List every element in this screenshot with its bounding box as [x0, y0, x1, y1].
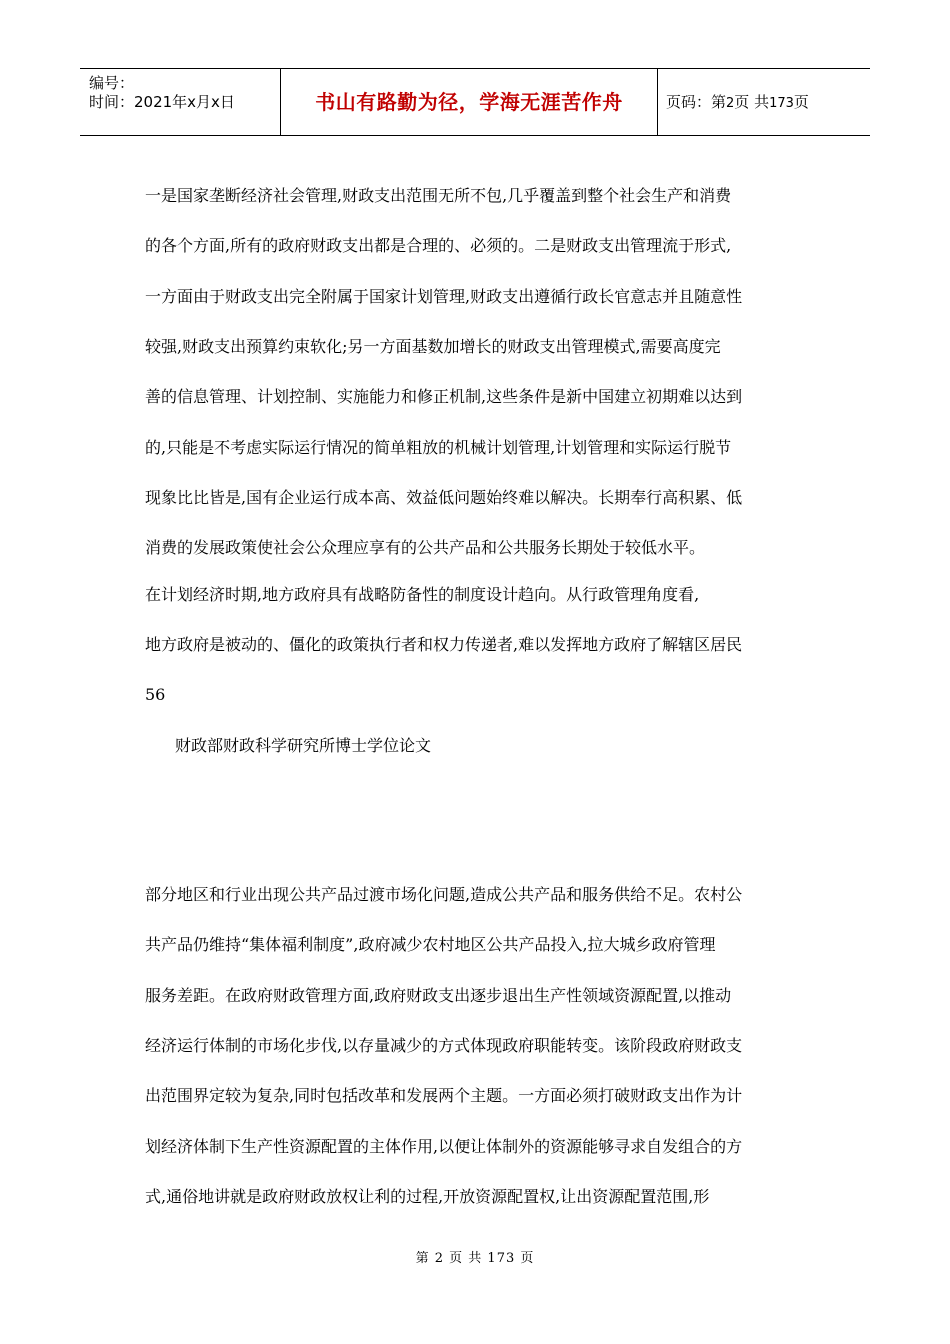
body-line: 划经济体制下生产性资源配置的主体作用,以便让体制外的资源能够寻求自发组合的方	[145, 1137, 743, 1156]
header-meta	[80, 69, 281, 135]
body-line: 的,只能是不考虑实际运行情况的简单粗放的机械计划管理,计划管理和实际运行脱节	[145, 438, 732, 457]
body-line: 共产品仍维持“集体福利制度”,政府减少农村地区公共产品投入,拉大城乡政府管理	[145, 935, 716, 954]
body-line: 现象比比皆是,国有企业运行成本高、效益低问题始终难以解决。长期奉行高积累、低	[145, 488, 743, 507]
body-line: 的各个方面,所有的政府财政支出都是合理的、必须的。二是财政支出管理流于形式,	[145, 236, 732, 255]
page-label-prefix: 页码：第	[666, 93, 727, 111]
page-indicator	[658, 69, 870, 135]
body-line: 消费的发展政策使社会公众理应享有的公共产品和公共服务长期处于较低水平。	[145, 538, 706, 557]
page-total: 173	[769, 96, 794, 111]
body-line: 服务差距。在政府财政管理方面,政府财政支出逐步退出生产性领域资源配置,以推动	[145, 986, 732, 1005]
body-line: 经济运行体制的市场化步伐,以存量减少的方式体现政府职能转变。该阶段政府财政支	[145, 1036, 743, 1055]
body-line: 式,通俗地讲就是政府财政放权让利的过程,开放资源配置权,让出资源配置范围,形	[145, 1187, 710, 1206]
page-label-suffix: 页	[793, 93, 809, 111]
page-current: 2	[726, 96, 735, 111]
motto: 书山有路勤为径，学海无涯苦作舟	[281, 69, 658, 135]
body-line: 部分地区和行业出现公共产品过渡市场化问题,造成公共产品和服务供给不足。农村公	[145, 885, 743, 904]
body-line: 较强,财政支出预算约束软化;另一方面基数加增长的财政支出管理模式,需要高度完	[145, 337, 721, 356]
page-label-mid: 页 共	[734, 93, 770, 111]
body-line: 一是国家垄断经济社会管理,财政支出范围无所不包,几乎覆盖到整个社会生产和消费	[145, 186, 732, 205]
page-header	[80, 68, 870, 136]
date-label: 时间：2021年x月x日	[89, 93, 235, 111]
body-line: 善的信息管理、计划控制、实施能力和修正机制,这些条件是新中国建立初期难以达到	[145, 387, 743, 406]
body-line: 出范围界定较为复杂,同时包括改革和发展两个主题。一方面必须打破财政支出作为计	[145, 1086, 743, 1105]
body-line: 地方政府是被动的、僵化的政策执行者和权力传递者,难以发挥地方政府了解辖区居民	[145, 635, 743, 654]
body-line: 在计划经济时期,地方政府具有战略防备性的制度设计趋向。从行政管理角度看,	[145, 585, 700, 604]
body-line: 一方面由于财政支出完全附属于国家计划管理,财政支出遵循行政长官意志并且随意性	[145, 287, 743, 306]
thesis-title: 财政部财政科学研究所博士学位论文	[175, 736, 432, 755]
serial-label: 编号：	[89, 74, 135, 92]
page-footer: 第 2 页 共 173 页	[415, 1251, 535, 1266]
page-number-inline: 56	[145, 685, 166, 704]
